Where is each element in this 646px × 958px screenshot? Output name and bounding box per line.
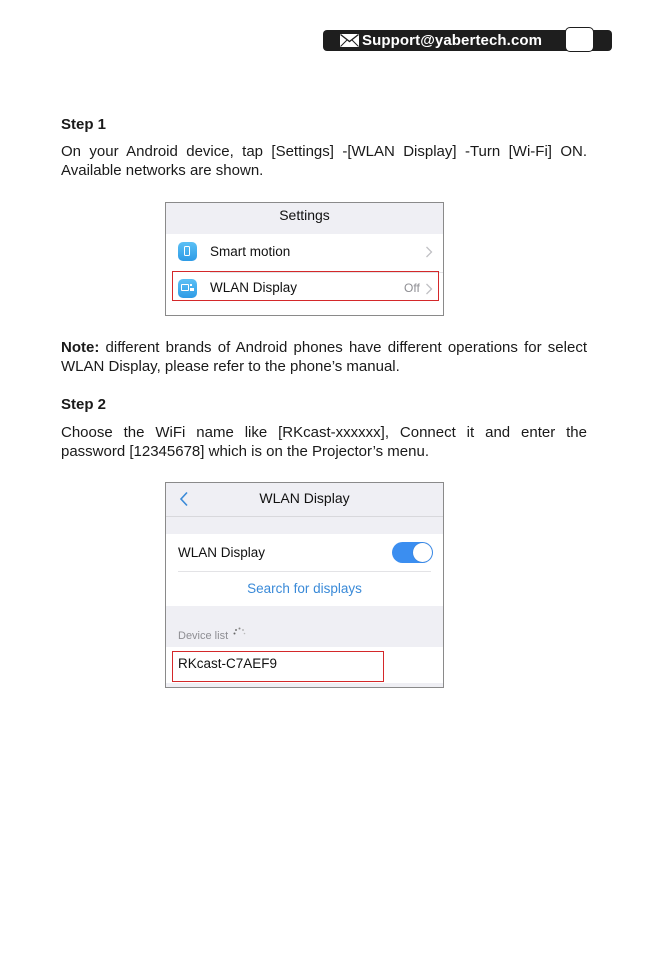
step2-title: Step 2 (61, 396, 107, 413)
settings-item-wlan-display[interactable]: WLAN Display (210, 280, 298, 295)
step2-text: Choose the WiFi name like [RKcast-xxxxxx], Connect it and enter the password [12345678] which is on the Projector’s menu. (61, 424, 587, 460)
wlan-display-toggle-label: WLAN Display (178, 545, 266, 560)
device-item[interactable]: RKcast-C7AEF9 (178, 656, 278, 671)
step1-title: Step 1 (61, 116, 107, 133)
loading-spinner-icon (233, 627, 246, 638)
settings-title: Settings (279, 207, 330, 223)
highlight-box (172, 271, 439, 301)
note-body: different brands of Android phones have different operations for select WLAN Display, please refer to the phone’s manual. (61, 339, 587, 375)
wlan-display-toggle[interactable] (392, 542, 433, 563)
wlan-display-status: Off (404, 281, 420, 295)
toggle-knob (413, 543, 432, 562)
settings-screenshot (165, 202, 444, 316)
page-number-box (565, 27, 594, 52)
wlan-display-title: WLAN Display (259, 490, 350, 506)
note-label: Note: (61, 339, 100, 356)
step1-text: On your Android device, tap [Settings] -[WLAN Display] -Turn [Wi-Fi] ON. Available networks are shown. (61, 143, 587, 179)
phone-icon (178, 242, 197, 261)
chevron-right-icon (425, 246, 433, 258)
settings-item-smart-motion[interactable]: Smart motion (210, 244, 291, 259)
search-for-displays-link[interactable]: Search for displays (247, 581, 362, 596)
device-list-label: Device list (178, 630, 229, 642)
wlan-display-screenshot (165, 482, 444, 688)
note-text (61, 338, 587, 376)
highlight-box (172, 651, 384, 682)
wlan-settings-group (166, 534, 443, 606)
envelope-icon (340, 34, 359, 47)
support-email: Support@yabertech.com (362, 32, 543, 49)
